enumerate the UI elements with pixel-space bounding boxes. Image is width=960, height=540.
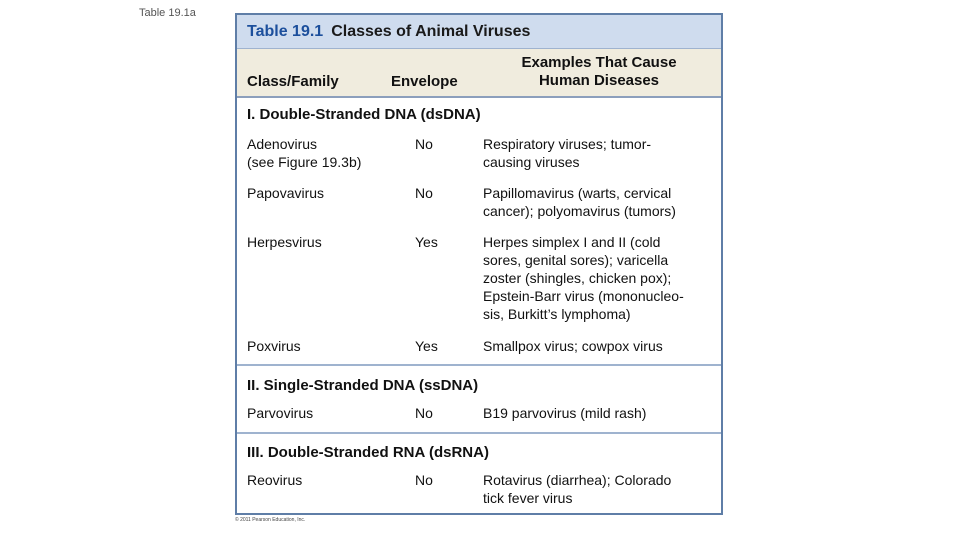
virus-classes-table — [235, 13, 723, 515]
class-cell: Herpesvirus — [247, 234, 322, 250]
table-row — [237, 135, 721, 175]
table-row — [237, 184, 721, 224]
table-row — [237, 404, 721, 424]
examples-cell: Herpes simplex I and II (cold sores, genital sores); varicella zoster (shingles, chicken pox); Epstein-Barr virus (mononucleo- sis, Burkitt’s lymphoma) — [483, 234, 684, 322]
examples-cell: Smallpox virus; cowpox virus — [483, 338, 663, 354]
table-row — [237, 471, 721, 511]
column-header-examples: Examples That Cause Human Diseases — [521, 54, 677, 89]
envelope-cell: No — [415, 472, 433, 488]
examples-cell: Papillomavirus (warts, cervical cancer); polyomavirus (tumors) — [483, 185, 676, 219]
envelope-cell: Yes — [415, 338, 438, 354]
section-ssdna — [237, 366, 721, 434]
examples-cell: Rotavirus (diarrhea); Colorado tick fever virus — [483, 472, 672, 506]
column-header-row — [237, 49, 721, 98]
table-row — [237, 337, 721, 357]
envelope-cell: No — [415, 405, 433, 421]
class-cell: Papovavirus — [247, 185, 325, 201]
class-cell: Parvovirus — [247, 405, 314, 421]
table-row — [237, 233, 721, 323]
copyright-notice: © 2011 Pearson Education, Inc. — [235, 517, 306, 523]
table-title: Classes of Animal Viruses — [331, 22, 531, 40]
class-cell: Reovirus — [247, 472, 303, 488]
section-dsdna — [237, 98, 721, 366]
envelope-cell: Yes — [415, 234, 438, 250]
class-cell: Adenovirus (see Figure 19.3b) — [247, 136, 362, 170]
table-number: Table 19.1 — [247, 22, 324, 40]
class-cell: Poxvirus — [247, 338, 301, 354]
examples-cell: B19 parvovirus (mild rash) — [483, 405, 647, 421]
column-header-class-family: Class/Family — [247, 73, 339, 90]
table-title-bar — [237, 15, 721, 49]
column-header-envelope: Envelope — [391, 73, 458, 90]
envelope-cell: No — [415, 136, 433, 152]
section-title: II. Single-Stranded DNA (ssDNA) — [247, 377, 479, 394]
envelope-cell: No — [415, 185, 433, 201]
slide-label: Table 19.1a — [139, 7, 196, 19]
examples-cell: Respiratory viruses; tumor- causing viruses — [483, 136, 652, 170]
section-title: I. Double-Stranded DNA (dsDNA) — [247, 106, 481, 123]
section-dsrna — [237, 434, 721, 515]
section-title: III. Double-Stranded RNA (dsRNA) — [247, 444, 489, 461]
